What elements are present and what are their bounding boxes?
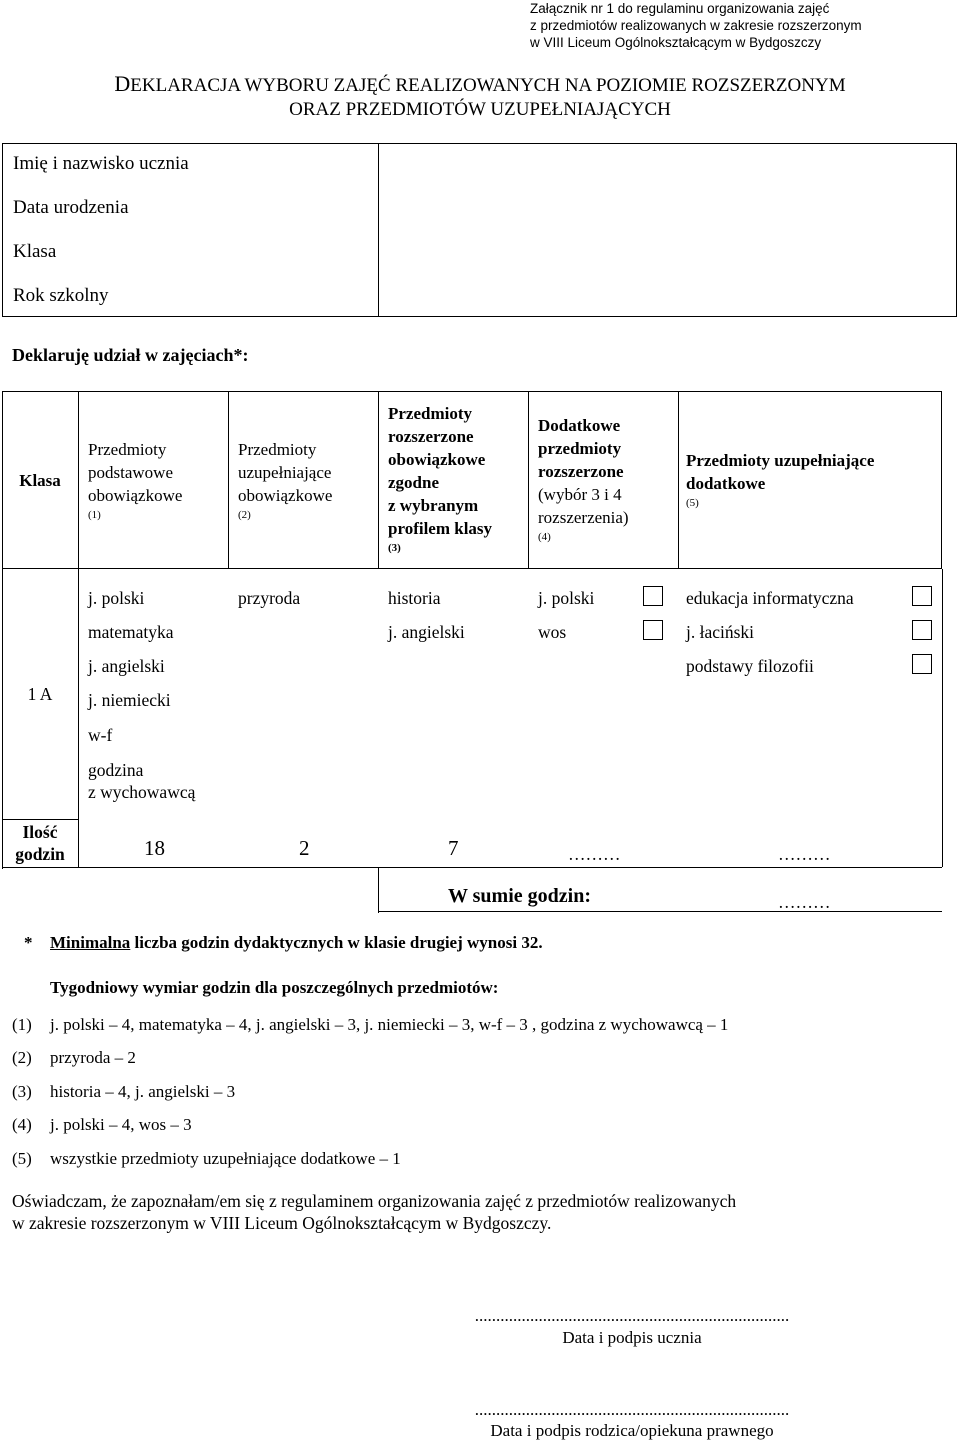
sum-box-bottom [378, 911, 942, 912]
header-col2-line: uzupełniające [238, 463, 332, 482]
header-divider [228, 391, 229, 569]
document-title [0, 72, 960, 122]
list-item: z wychowawcą [88, 782, 196, 802]
header-divider [378, 391, 379, 569]
annex-header [530, 0, 862, 51]
title-initial: D [114, 71, 131, 96]
header-divider [528, 391, 529, 569]
header-col5-line: dodatkowe [686, 474, 766, 493]
note-3: historia – 4, j. angielski – 3 [50, 1082, 236, 1101]
list-item: j. niemiecki [88, 690, 171, 710]
header-col1-line: obowiązkowe [88, 486, 183, 505]
note-1-label: (1) [12, 1015, 32, 1034]
student-signature-label: Data i podpis ucznia [562, 1328, 702, 1347]
hours-col3: 7 [448, 836, 459, 860]
header-col5-note: (5) [686, 497, 699, 509]
list-item: matematyka [88, 622, 174, 642]
header-col4-line: (wybór 3 i 4 [538, 485, 622, 504]
sum-label: W sumie godzin: [448, 885, 591, 907]
header-col1 [88, 438, 182, 523]
list-item: w-f [88, 725, 113, 745]
header-col2-note: (2) [238, 509, 251, 521]
header-col1-note: (1) [88, 509, 101, 521]
hours-label-line: godzin [15, 844, 65, 864]
subjects-table [2, 391, 942, 911]
list-item: j. angielski [88, 656, 165, 676]
school-year-label: Rok szkolny [13, 285, 109, 306]
student-signature-dots[interactable]: .......................................................................... [474, 1306, 790, 1325]
student-name-label: Imię i nazwisko ucznia [13, 153, 189, 174]
checkbox-j-lacinski[interactable] [912, 620, 932, 640]
statement [12, 1190, 736, 1234]
annex-line-1: Załącznik nr 1 do regulaminu organizowania zajęć [530, 1, 830, 16]
header-col2-line: obowiązkowe [238, 486, 333, 505]
list-item: przyroda [238, 588, 301, 608]
hours-row-divider [2, 819, 78, 820]
weekly-hours-heading: Tygodniowy wymiar godzin dla poszczególnych przedmiotów: [50, 978, 499, 997]
list-item: j. łaciński [686, 622, 755, 642]
header-col5-line: Przedmioty uzupełniające [686, 451, 875, 470]
header-col4-line: Dodatkowe [538, 416, 621, 435]
header-col3-line: rozszerzone [388, 427, 474, 446]
header-col3 [388, 402, 492, 556]
list-item: j. angielski [388, 622, 465, 642]
class-name: 1 A [27, 684, 53, 704]
title-line-1-text: EKLARACJA WYBORU ZAJĘĆ REALIZOWANYCH NA POZIOMIE ROZSZERZONYM [130, 75, 846, 96]
header-divider [678, 391, 679, 569]
student-data-input-area[interactable] [379, 144, 956, 316]
list-item: podstawy filozofii [686, 656, 814, 676]
header-col3-line: z wybranym [388, 496, 479, 515]
hours-row-bottom [2, 867, 942, 868]
list-item: wos [538, 622, 567, 642]
list-item: j. polski [88, 588, 145, 608]
class-label: Klasa [13, 241, 57, 262]
checkbox-podstawy-filozofii[interactable] [912, 654, 932, 674]
note-5: wszystkie przedmioty uzupełniające dodatkowe – 1 [50, 1149, 401, 1168]
hours-label [2, 821, 78, 865]
header-col4 [538, 414, 629, 545]
header-klasa: Klasa [19, 471, 61, 490]
title-line-2: ORAZ PRZEDMIOTÓW UZUPEŁNIAJĄCYCH [289, 99, 671, 120]
note-3-label: (3) [12, 1082, 32, 1101]
note-4-label: (4) [12, 1115, 32, 1134]
list-item: godzina [88, 760, 144, 780]
hours-label-line: Ilość [22, 822, 58, 842]
list-item: edukacja informatyczna [686, 588, 854, 608]
header-col3-line: zgodne [388, 473, 439, 492]
parent-signature-label: Data i podpis rodzica/opiekuna prawnego [490, 1421, 774, 1440]
parent-signature-dots[interactable]: .......................................................................... [474, 1400, 790, 1419]
body-divider [78, 569, 79, 867]
body-border-right [942, 569, 943, 867]
hours-col5[interactable]: ……… [778, 844, 831, 864]
header-col2-line: Przedmioty [238, 440, 317, 459]
header-col4-note: (4) [538, 531, 551, 543]
header-col2 [238, 438, 332, 523]
minimum-hours-note [50, 932, 543, 954]
note-2-label: (2) [12, 1048, 32, 1067]
note-2: przyroda – 2 [50, 1048, 136, 1067]
statement-line: Oświadczam, że zapoznałam/em się z regulaminem organizowania zajęć z przedmiotów realizowanych [12, 1191, 737, 1211]
header-col3-line: Przedmioty [388, 404, 473, 423]
footnote-star: * [24, 933, 33, 952]
minimum-word: Minimalna [50, 933, 131, 952]
note-1: j. polski – 4, matematyka – 4, j. angielski – 3, j. niemiecki – 3, w-f – 3 , godzina z wychowawcą – 1 [50, 1015, 729, 1034]
note-5-label: (5) [12, 1149, 32, 1168]
birth-date-label: Data urodzenia [13, 197, 129, 218]
header-col3-line: obowiązkowe [388, 450, 486, 469]
student-data-table [2, 143, 957, 317]
header-col4-line: przedmioty [538, 439, 622, 458]
header-col4-line: rozszerzenia) [538, 508, 629, 527]
hours-col2: 2 [299, 836, 310, 860]
declaration-heading: Deklaruję udział w zajęciach*: [12, 345, 249, 365]
checkbox-edukacja-informatyczna[interactable] [912, 586, 932, 606]
header-col5 [686, 449, 874, 511]
header-divider [78, 391, 79, 569]
note-4: j. polski – 4, wos – 3 [50, 1115, 192, 1134]
header-col3-line: profilem klasy [388, 519, 493, 538]
annex-line-3: w VIII Liceum Ogólnokształcącym w Bydgoszczy [530, 35, 822, 50]
header-col4-line: rozszerzone [538, 462, 624, 481]
minimum-rest: liczba godzin dydaktycznych w klasie drugiej wynosi 32. [130, 933, 543, 952]
checkbox-j-polski[interactable] [643, 586, 663, 606]
sum-box-left [378, 867, 379, 913]
annex-line-2: z przedmiotów realizowanych w zakresie rozszerzonym [530, 18, 862, 33]
list-item: historia [388, 588, 441, 608]
header-col1-line: Przedmioty [88, 440, 167, 459]
header-col1-line: podstawowe [88, 463, 173, 482]
header-col3-note: (3) [388, 542, 401, 554]
hours-col1: 18 [144, 836, 165, 860]
checkbox-wos[interactable] [643, 620, 663, 640]
sum-value[interactable]: ……… [778, 892, 831, 912]
statement-line: w zakresie rozszerzonym w VIII Liceum Ogólnokształcącym w Bydgoszczy. [12, 1213, 552, 1233]
title-line-1 [0, 72, 960, 98]
hours-col4[interactable]: ……… [568, 844, 621, 864]
list-item: j. polski [538, 588, 595, 608]
